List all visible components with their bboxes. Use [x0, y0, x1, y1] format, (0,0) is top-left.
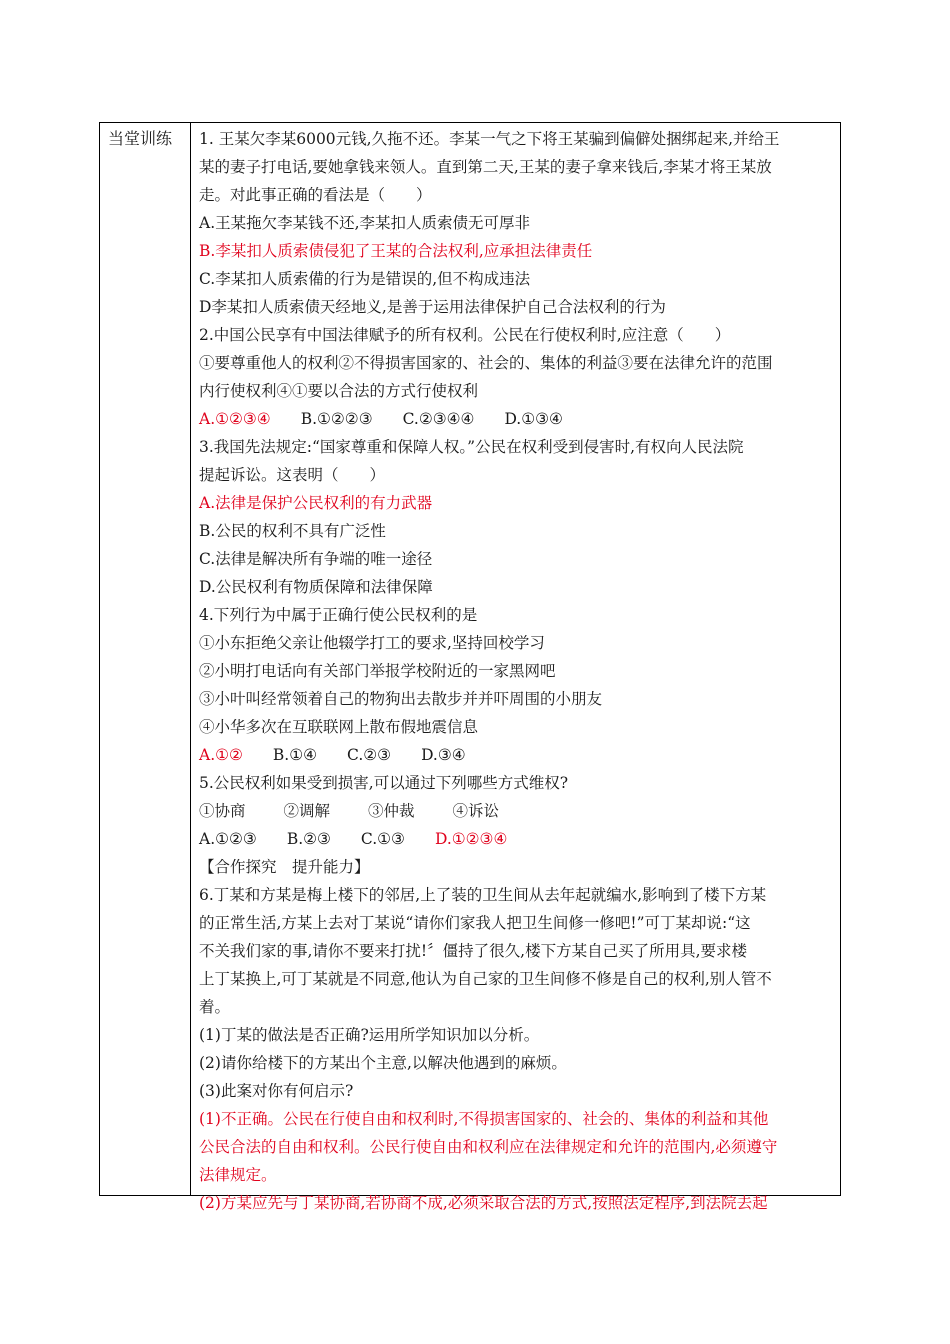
question-block-1: [199, 125, 834, 405]
q5-options: [199, 825, 834, 853]
method-item: ④诉讼: [452, 802, 500, 820]
text-line: 不关我们家的事,请你不要来打扰!〞僵持了很久,楼下方某自己买了所用具,要求楼: [199, 942, 748, 960]
text-line: 着。: [199, 998, 231, 1016]
method-item: ③仲裁: [368, 802, 415, 820]
answer-option: B.①②②③: [300, 410, 373, 428]
answer-option: A.①②③: [199, 830, 257, 848]
text-line: C.李某扣人质索備的行为是错误的,但不构成违法: [199, 270, 531, 288]
text-line: D.公民权利有物质保障和法律保障: [199, 578, 433, 596]
text-line: (2)请你给楼下的方某出个主意,以解决他遇到的麻烦。: [199, 1054, 567, 1072]
q5-stem: 5.公民权利如果受到损害,可以通过下列哪些方式维权?: [199, 774, 569, 792]
text-line: 1. 王某欠李某6000元钱,久拖不还。李某一气之下将王某骗到偏僻处捆绑起来,并给王: [199, 130, 780, 148]
question-block-2: [199, 433, 834, 741]
text-line: (1)不正确。公民在行使自由和权利时,不得损害国家的、社会的、集体的利益和其他: [199, 1110, 769, 1128]
q4-options: [199, 741, 834, 769]
content-cell: [191, 123, 840, 1212]
text-line: 6.丁某和方某是梅上楼下的邻居,上了装的卫生间从去年起就编水,影响到了楼下方某: [199, 886, 767, 904]
text-line: 内行使权利④①要以合法的方式行使权利: [199, 382, 479, 400]
text-line: 提起诉讼。这表明（ ）: [199, 466, 386, 484]
answer-option: D.①③④: [504, 410, 563, 428]
section-label-cell: [100, 123, 191, 1195]
text-line: 的正常生活,方某上去对丁某说“请你们家我人把卫生间修一修吧!”可丁某却说:“这: [199, 914, 751, 932]
answer-option: C.①③: [360, 830, 405, 848]
q2-options: [199, 405, 834, 433]
text-line: (3)此案对你有何启示?: [199, 1082, 354, 1100]
answer-option: D.③④: [421, 746, 466, 764]
answer-option: B.①④: [272, 746, 318, 764]
section-label: 当堂训练: [108, 129, 173, 148]
answer-option: A.①②: [199, 746, 243, 764]
text-line: D李某扣人质索债天经地义,是善于运用法律保护自己合法权利的行为: [199, 298, 666, 316]
text-line: 4.下列行为中属于正确行使公民权利的是: [199, 606, 478, 624]
text-line: 公民合法的自由和权利。公民行使自由和权利应在法律规定和允许的范围内,必须遵守: [199, 1138, 778, 1156]
text-line: ①小东拒绝父亲让他辍学打工的要求,坚持回校学习: [199, 634, 545, 652]
answer-option: B.②③: [286, 830, 331, 848]
method-item: ①协商: [199, 802, 246, 820]
text-line: ①要尊重他人的权利②不得损害国家的、社会的、集体的利益③要在法律允许的范围: [199, 354, 773, 372]
exercise-table: [99, 122, 841, 1212]
text-line: C.法律是解决所有争端的唯一途径: [199, 550, 433, 568]
question-block-3: [199, 853, 834, 1217]
text-line: 某的妻子打电话,要她拿钱来领人。直到第二天,王某的妻子拿来钱后,李某才将王某放: [199, 158, 772, 176]
q5-methods: [199, 797, 834, 825]
text-line: 【合作探究 提升能力】: [199, 858, 370, 876]
answer-option: C.②③: [347, 746, 392, 764]
text-line: ②小明打电话向有关部门举报学校附近的一家黑网吧: [199, 662, 556, 680]
text-line: 走。对此事正确的看法是（ ）: [199, 186, 432, 204]
answer-option: D.①②③④: [434, 830, 508, 848]
text-line: A.王某拖欠李某钱不还,李某扣人质索债无可厚非: [199, 214, 531, 232]
method-item: ②调解: [283, 802, 331, 820]
text-line: 法律规定。: [199, 1166, 277, 1184]
text-line: 上丁某换上,可丁某就是不同意,他认为自己家的卫生间修不修是自己的权利,别人管不: [199, 970, 772, 988]
text-line: ④小华多次在互联联网上散布假地震信息: [199, 718, 479, 736]
answer-option: A.①②③④: [199, 410, 271, 428]
text-line: A.法律是保护公民权利的有力武器: [199, 494, 433, 512]
text-line: B.李某扣人质索债侵犯了王某的合法权利,应承担法律责任: [199, 242, 593, 260]
text-line: ③小叶叫经常领着自己的物狗出去散步并并吓周围的小朋友: [199, 690, 603, 708]
text-line: 3.我国先法规定:“国家尊重和保障人权。”公民在权利受到侵害时,有权向人民法院: [199, 438, 744, 456]
text-line: 2.中国公民享有中国法律赋予的所有权利。公民在行使权利时,应注意（ ）: [199, 326, 731, 344]
text-line: B.公民的权利不具有广泛性: [199, 522, 386, 540]
text-line: (2)方某应先与丁某协商,若协商不成,必须采取合法的方式,按照法定程序,到法院去起: [199, 1194, 768, 1212]
text-line: (1)丁某的做法是否正确?运用所学知识加以分析。: [199, 1026, 540, 1044]
answer-option: C.②③④④: [402, 410, 475, 428]
